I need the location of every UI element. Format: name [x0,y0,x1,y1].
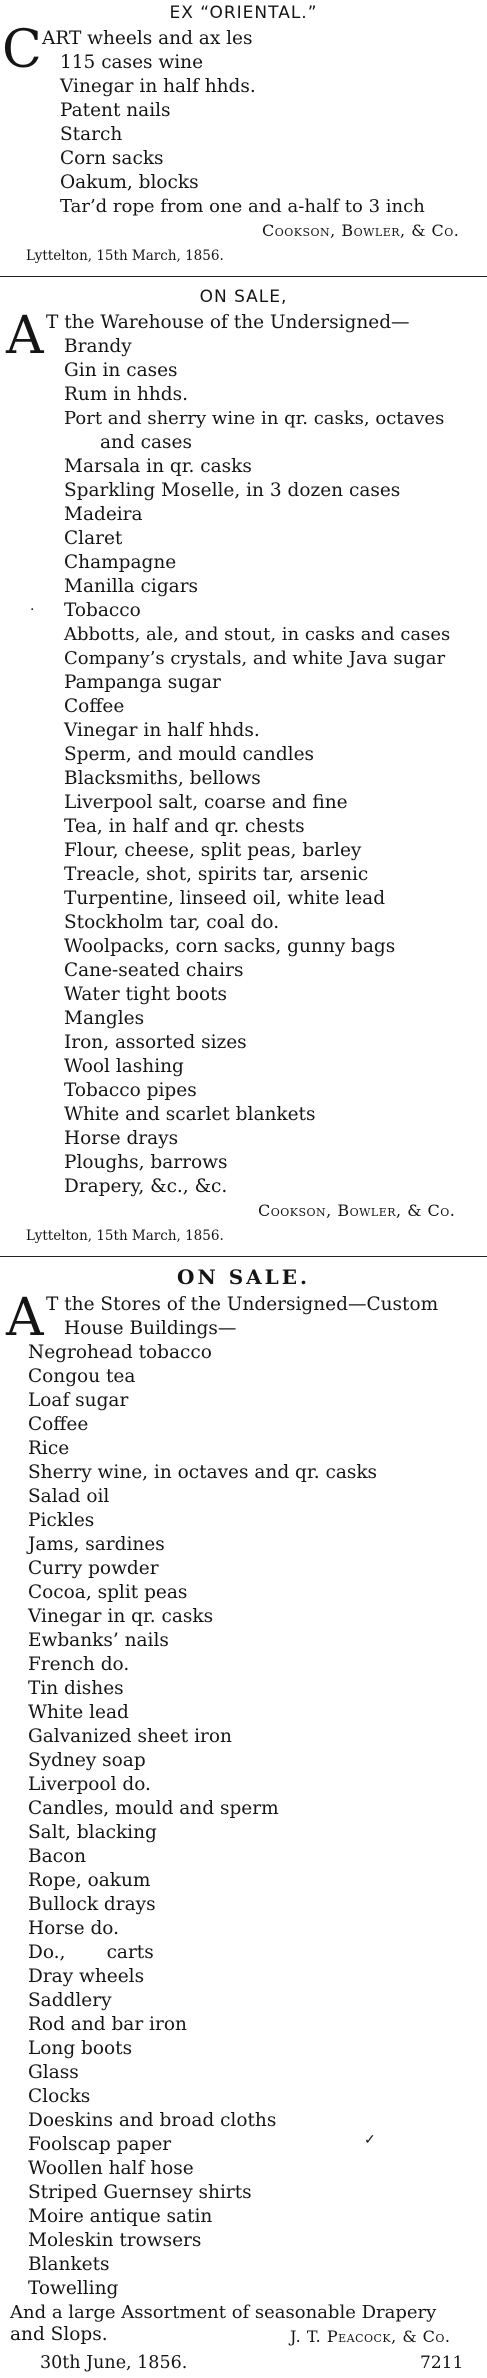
ad3-item: Glass [28,2062,79,2083]
ad3-item: Woollen half hose [28,2158,194,2179]
ad3-item: Saddlery [28,1990,112,2011]
section-divider [0,276,487,277]
ad3-item: Horse do. [28,1918,119,1939]
ad3-closing-line: And a large Assortment of seasonable Drapery [10,2302,437,2323]
ad3-item: Moire antique satin [28,2206,213,2227]
ad2-item: Turpentine, linseed oil, white lead [64,888,386,909]
ad3-second-line: House Buildings— [64,1318,237,1339]
ad3-item: Congou tea [28,1366,136,1387]
ad2-item: Sparkling Moselle, in 3 dozen cases [64,480,401,501]
ad3-item: Negrohead tobacco [28,1342,212,1363]
ad1-item: Starch [60,124,123,145]
ad3-item: Moleskin trowsers [28,2230,202,2251]
ad3-drop-cap: A [6,1288,44,1348]
ad2-heading: ON SALE, [199,287,288,307]
ad2-item: Tobacco [64,600,141,621]
ad2-item: Mangles [64,1008,145,1029]
ad1-item: Tar’d rope from one and a-half to 3 inch [60,196,425,217]
ad1-heading: EX “ORIENTAL.” [169,3,318,23]
ad2-item: Blacksmiths, bellows [64,768,261,789]
ad2-signature: Cookson, Bowler, & Co. [258,1201,456,1220]
ad2-item: Vinegar in half hhds. [64,720,260,741]
ad3-item: Sydney soap [28,1750,146,1771]
ad3-ad-number: 7211 [420,2353,464,2373]
ad2-item: Flour, cheese, split peas, barley [64,840,362,861]
ad2-item: Tobacco pipes [64,1080,197,1101]
ad3-heading: ON SALE. [177,1265,310,1289]
ad2-first-line: T the Warehouse of the Undersigned— [46,312,410,333]
ad2-item: Port and sherry wine in qr. casks, octaves [64,408,445,429]
ad1-item: Corn sacks [60,148,164,169]
ad2-item: Coffee [64,696,125,717]
ad2-item: Pampanga sugar [64,672,221,693]
ad3-item: Salt, blacking [28,1822,157,1843]
ad2-item: Manilla cigars [64,576,199,597]
ad3-item: Clocks [28,2086,91,2107]
ad3-item: Curry powder [28,1558,159,1579]
ad2-item: Champagne [64,552,177,573]
ad3-date: 30th June, 1856. [40,2353,188,2373]
ad3-item: Jams, sardines [28,1534,165,1555]
ad2-date: Lyttelton, 15th March, 1856. [26,1228,224,1244]
ad3-first-line: T the Stores of the Undersigned—Custom [46,1294,439,1315]
ad3-item: Sherry wine, in octaves and qr. casks [28,1462,378,1483]
ad3-item: Rice [28,1438,70,1459]
ad2-item: and cases [100,432,192,453]
ad3-item: Tin dishes [28,1678,124,1699]
ad3-item: Striped Guernsey shirts [28,2182,252,2203]
ad3-item: Coffee [28,1414,89,1435]
ad3-item: Foolscap paper [28,2134,172,2155]
ad2-item: Claret [64,528,123,549]
ad3-item: Vinegar in qr. casks [28,1606,214,1627]
ad2-item: Madeira [64,504,143,525]
ad2-item: Tea, in half and qr. chests [64,816,305,837]
ad3-item: Liverpool do. [28,1774,151,1795]
ad2-item: Treacle, shot, spirits tar, arsenic [64,864,369,885]
ad3-item: White lead [28,1702,129,1723]
ad3-item: Galvanized sheet iron [28,1726,232,1747]
ad1-date: Lyttelton, 15th March, 1856. [26,248,224,264]
ad2-item: Marsala in qr. casks [64,456,252,477]
stray-dot: · [30,602,35,618]
ad3-item: Ewbanks’ nails [28,1630,169,1651]
ad3-item: Towelling [28,2278,119,2299]
ad1-item: 115 cases wine [60,52,204,73]
ad2-item: Liverpool salt, coarse and fine [64,792,348,813]
ad3-item: Candles, mould and sperm [28,1798,279,1819]
ad1-item: Oakum, blocks [60,172,199,193]
ad2-drop-cap: A [6,306,44,366]
ad3-item: Do., carts [28,1942,154,1963]
ad2-item: Cane-seated chairs [64,960,244,981]
ad3-signature: J. T. Peacock, & Co. [290,2327,451,2346]
ad2-item: Gin in cases [64,360,178,381]
ad2-item: Drapery, &c., &c. [64,1176,228,1197]
ad2-item: White and scarlet blankets [64,1104,316,1125]
ad3-item: Bullock drays [28,1894,156,1915]
ad3-item: Dray wheels [28,1966,145,1987]
ad2-item: Water tight boots [64,984,228,1005]
ad2-item: Abbotts, ale, and stout, in casks and cases [64,624,451,645]
ad2-item: Brandy [64,336,132,357]
ad3-item: Pickles [28,1510,95,1531]
ad3-item: Long boots [28,2038,133,2059]
ad1-first-line: ART wheels and ax les [42,28,253,49]
ad3-closing-line: and Slops. [10,2324,108,2345]
ad2-item: Rum in hhds. [64,384,189,405]
ad1-signature: Cookson, Bowler, & Co. [262,221,460,240]
ad3-item: Salad oil [28,1486,110,1507]
stray-mark: ✓ [364,2132,376,2148]
ad3-item: French do. [28,1654,130,1675]
ad1-drop-cap: C [2,20,42,80]
ad2-item: Woolpacks, corn sacks, gunny bags [64,936,396,957]
ad2-item: Ploughs, barrows [64,1152,228,1173]
ad3-item: Blankets [28,2254,110,2275]
ad2-item: Wool lashing [64,1056,184,1077]
ad1-item: Patent nails [60,100,171,121]
ad3-item: Bacon [28,1846,87,1867]
section-divider [0,1256,487,1257]
ad1-item: Vinegar in half hhds. [60,76,256,97]
ad3-item: Rope, oakum [28,1870,151,1891]
ad2-item: Sperm, and mould candles [64,744,315,765]
ad2-item: Iron, assorted sizes [64,1032,247,1053]
ad3-item: Doeskins and broad cloths [28,2110,277,2131]
ad2-item: Horse drays [64,1128,179,1149]
ad2-item: Stockholm tar, coal do. [64,912,280,933]
ad2-item: Company’s crystals, and white Java sugar [64,648,446,669]
ad3-item: Cocoa, split peas [28,1582,188,1603]
ad3-item: Rod and bar iron [28,2014,187,2035]
ad3-item: Loaf sugar [28,1390,129,1411]
